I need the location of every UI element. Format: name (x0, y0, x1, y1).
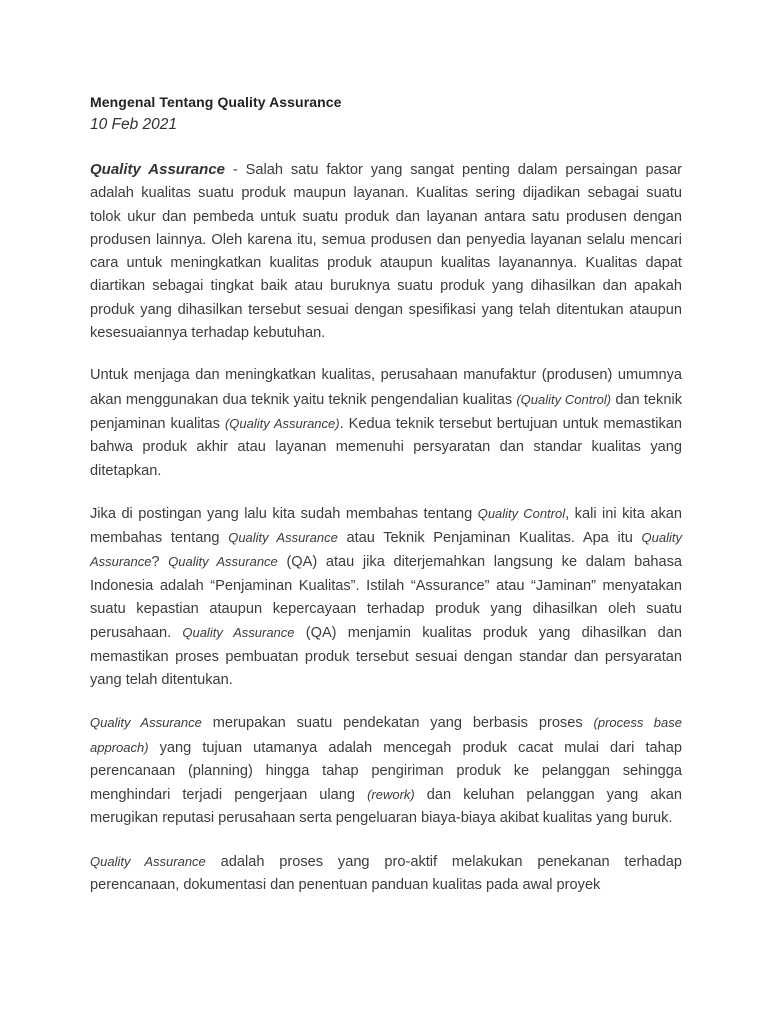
text-run: - Salah satu faktor yang sangat penting dalam persaingan pasar adalah kualitas suatu produk maupun layanan. Kualitas sering dijadikan sebagai suatu tolok ukur dan pembeda untuk suatu produk dan layanan antara satu produsen dengan produsen lainnya. Oleh karena itu, semua produsen dan penyedia layanan selalu mencari cara untuk meningkatkan kualitas produk ataupun kualitas layanannya. Kualitas dapat diartikan sebagai tingkat baik atau buruknya suatu produk yang dihasilkan dan apakah produk yang dihasilkan tersebut sesuai dengan spesifikasi yang telah ditentukan ataupun kesesuaiannya terhadap kebutuhan. (90, 162, 682, 342)
italic-term: (Quality Assurance) (224, 415, 340, 431)
text-run: . Kedua teknik tersebut bertujuan untuk memastikan bahwa produk akhir atau layanan memenuhi persyaratan dan standar kualitas yang ditetapkan. (90, 415, 682, 479)
italic-term: Quality Assurance (168, 554, 278, 570)
text-run: dan keluhan pelanggan yang akan merugikan reputasi perusahaan serta pengeluaran biaya-biaya akibat kualitas yang buruk. (90, 787, 682, 827)
italic-term: Quality Control (477, 505, 566, 521)
italic-term: Quality Assurance (90, 530, 682, 570)
article (90, 92, 682, 897)
italic-term: Quality Assurance (182, 625, 295, 641)
paragraph-1 (90, 158, 682, 345)
italic-term: Quality Assurance (228, 530, 338, 546)
italic-term: (rework) (367, 787, 415, 803)
article-title: Mengenal Tentang Quality Assurance (90, 94, 342, 110)
paragraph-4 (90, 711, 682, 830)
text-run: , kali ini kita akan membahas tentang (90, 505, 682, 547)
paragraph-3 (90, 502, 682, 692)
text-run: yang tujuan utamanya adalah mencegah produk cacat mulai dari tahap perencanaan (planning) hingga tahap pengiriman produk ke pelanggan sehingga menghindari terjadi pengerjaan ulang (90, 739, 682, 804)
text-run: dan teknik penjaminan kualitas (90, 391, 683, 432)
italic-term: (process base approach) (90, 715, 682, 755)
text-run: atau Teknik Penjaminan Kualitas. Apa itu (337, 530, 642, 547)
text-run: (QA) menjamin kualitas produk yang dihasilkan dan memastikan proses pembuatan produk tersebut sesuai dengan standar dan persyaratan yang telah ditentukan. (90, 625, 683, 688)
italic-term: Quality Assurance (90, 853, 206, 869)
text-run: merupakan suatu pendekatan yang berbasis proses (201, 715, 594, 732)
text-run: ? (151, 554, 169, 571)
italic-term: (Quality Control) (516, 391, 612, 407)
paragraph-5 (90, 850, 682, 898)
lead-term: Quality Assurance (90, 161, 225, 178)
text-run: Untuk menjaga dan meningkatkan kualitas, perusahaan manufaktur (produsen) umumnya akan menggunakan dua teknik yaitu teknik pengendalian kualitas (90, 367, 682, 408)
text-run: (QA) atau jika diterjemahkan langsung ke dalam bahasa Indonesia adalah “Penjaminan Kualitas”. Istilah “Assurance” atau “Jaminan” menyatakan suatu kepastian ataupun kepercayaan terhadap produk yang dihasilkan oleh suatu perusahaan. (90, 554, 682, 642)
text-run: Jika di postingan yang lalu kita sudah membahas tentang (90, 505, 478, 522)
paragraph-2 (90, 364, 682, 482)
article-date: 10 Feb 2021 (90, 116, 178, 133)
italic-term: Quality Assurance (90, 715, 202, 731)
text-run: adalah proses yang pro-aktif melakukan penekanan terhadap perencanaan, dokumentasi dan penentuan panduan kualitas pada awal proyek (90, 853, 682, 894)
